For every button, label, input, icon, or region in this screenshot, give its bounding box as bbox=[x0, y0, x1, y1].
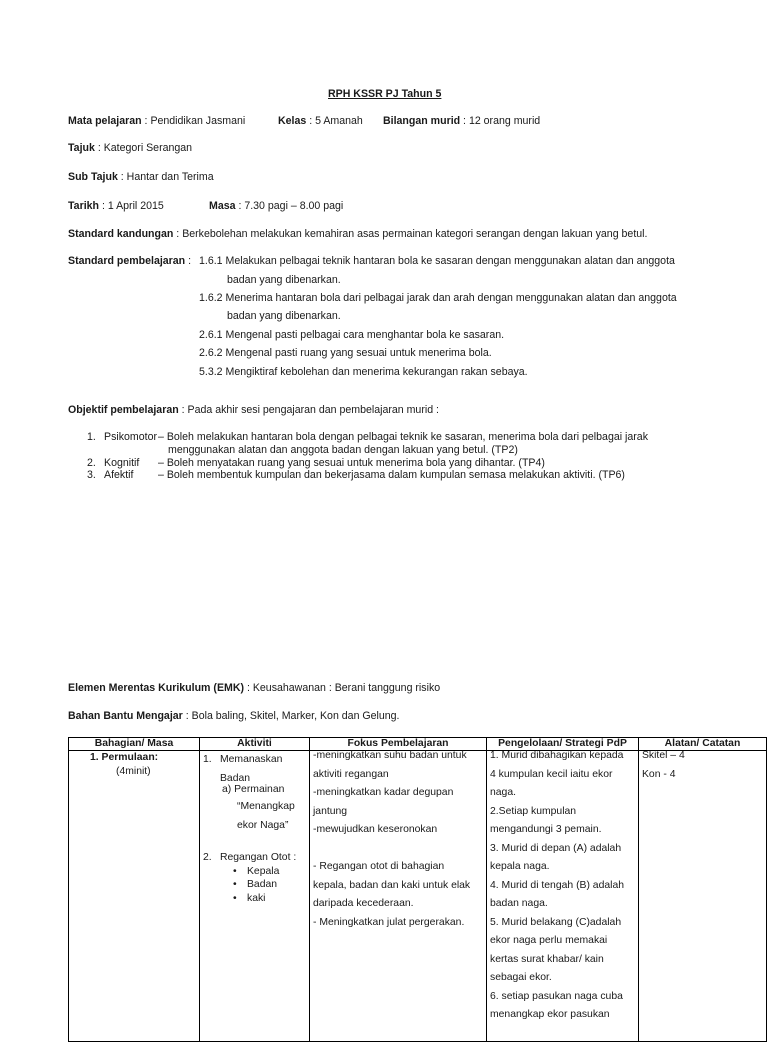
fokus-line: daripada kecederaan. bbox=[313, 898, 414, 909]
aktiviti-line: Memanaskan bbox=[220, 754, 283, 765]
cell-strategi bbox=[487, 751, 639, 1042]
lesson-plan-table bbox=[68, 737, 767, 1042]
strategi-line: 2.Setiap kumpulan bbox=[490, 805, 577, 817]
fokus-line: aktiviti regangan bbox=[313, 768, 389, 780]
header-strategi: Pengelolaan/ Strategi PdP bbox=[487, 738, 639, 751]
standard-kandungan-value: : Berkebolehan melakukan kemahiran asas permainan kategori serangan dengan lakuan yang betul. bbox=[173, 228, 648, 240]
sub-tajuk-label: Sub Tajuk bbox=[68, 171, 118, 183]
fokus-line: jantung bbox=[313, 805, 348, 817]
sp-item: 2.6.1 Mengenal pasti pelbagai cara menghantar bola ke sasaran. bbox=[199, 329, 505, 341]
strategi-line: naga. bbox=[490, 787, 517, 798]
bbm-value: : Bola baling, Skitel, Marker, Kon dan Gelung. bbox=[182, 710, 400, 722]
table-row bbox=[69, 751, 767, 1042]
objektif-domain: Afektif bbox=[104, 469, 134, 481]
strategi-line: 6. setiap pasukan naga cuba bbox=[490, 990, 623, 1002]
strategi-line: ekor naga perlu memakai bbox=[490, 935, 608, 946]
mata-pelajaran-label: Mata pelajaran bbox=[68, 115, 142, 127]
mata-pelajaran-value: : Pendidikan Jasmani bbox=[141, 115, 246, 127]
bahagian-time: (4minit) bbox=[116, 765, 151, 777]
strategi-line: 3. Murid di depan (A) adalah bbox=[490, 842, 622, 854]
cell-bahagian bbox=[69, 751, 200, 1042]
standard-pembelajaran-colon: : bbox=[185, 255, 192, 267]
bullet-icon: • bbox=[233, 879, 237, 890]
tarikh-value: : 1 April 2015 bbox=[99, 200, 164, 212]
aktiviti-sub: “Menangkap bbox=[237, 801, 295, 812]
objektif-text: menggunakan alatan dan anggota badan dengan lakuan yang betul. (TP2) bbox=[168, 444, 518, 456]
objektif-text: – Boleh melakukan hantaran bola dengan pelbagai teknik ke sasaran, menerima bola dari pelbagai jarak bbox=[158, 431, 648, 443]
aktiviti-num: 2. bbox=[203, 852, 212, 863]
masa bbox=[209, 200, 343, 213]
bilangan-murid-label: Bilangan murid bbox=[383, 115, 461, 127]
fokus-line: kepala, badan dan kaki untuk elak bbox=[313, 879, 471, 891]
bilangan-murid-value: : 12 orang murid bbox=[460, 115, 541, 127]
standard-pembelajaran bbox=[68, 255, 191, 268]
masa-value: : 7.30 pagi – 8.00 pagi bbox=[235, 200, 344, 212]
bahagian-title: 1. Permulaan: bbox=[90, 752, 159, 763]
bullet-icon: • bbox=[233, 892, 237, 904]
tajuk-label: Tajuk bbox=[68, 142, 95, 154]
mata-pelajaran bbox=[68, 115, 245, 128]
fokus-line bbox=[313, 840, 483, 859]
strategi-line: 4 kumpulan kecil iaitu ekor bbox=[490, 768, 613, 780]
strategi-line: 4. Murid di tengah (B) adalah bbox=[490, 879, 625, 891]
header-alatan: Alatan/ Catatan bbox=[639, 738, 767, 751]
sp-item: 1.6.1 Melakukan pelbagai teknik hantaran bola ke sasaran dengan menggunakan alatan dan anggota bbox=[199, 255, 675, 267]
objektif-value: : Pada akhir sesi pengajaran dan pembelajaran murid : bbox=[178, 404, 439, 416]
fokus-line: -meningkatkan kadar degupan bbox=[313, 787, 454, 798]
kelas-label: Kelas bbox=[278, 115, 307, 127]
objektif-num: 1. bbox=[87, 431, 96, 443]
kelas-value: : 5 Amanah bbox=[306, 115, 363, 127]
standard-pembelajaran-label: Standard pembelajaran bbox=[68, 255, 186, 267]
aktiviti-sub: a) Permainan bbox=[222, 784, 285, 795]
strategi-line: badan naga. bbox=[490, 898, 548, 909]
objektif-domain: Kognitif bbox=[104, 457, 140, 469]
strategi-line: mengandungi 3 pemain. bbox=[490, 824, 602, 835]
sp-item: 1.6.2 Menerima hantaran bola dari pelbagai jarak dan arah dengan menggunakan alatan dan anggota bbox=[199, 292, 677, 304]
aktiviti-bullet: • kaki bbox=[233, 892, 266, 904]
bahan-bantu-mengajar bbox=[68, 710, 400, 723]
fokus-line: - Regangan otot di bahagian bbox=[313, 861, 445, 872]
sub-tajuk bbox=[68, 171, 214, 184]
aktiviti-line: Badan bbox=[220, 772, 251, 784]
emk bbox=[68, 682, 440, 695]
aktiviti-num: 1. bbox=[203, 754, 212, 765]
alatan-line: Skitel – 4 bbox=[642, 750, 685, 761]
bbm-label: Bahan Bantu Mengajar bbox=[68, 710, 183, 722]
tajuk bbox=[68, 142, 192, 155]
fokus-line: -mewujudkan keseronokan bbox=[313, 824, 438, 835]
cell-alatan bbox=[639, 751, 767, 1042]
strategi-line: 5. Murid belakang (C)adalah bbox=[490, 916, 622, 928]
emk-value: : Keusahawanan : Berani tanggung risiko bbox=[244, 682, 441, 694]
standard-kandungan bbox=[68, 228, 647, 241]
strategi-line: 1. Murid dibahagikan kepada bbox=[490, 750, 624, 761]
strategi-line: menangkap ekor pasukan bbox=[490, 1009, 610, 1020]
objektif-pembelajaran bbox=[68, 404, 439, 417]
aktiviti-bullet: • Badan bbox=[233, 879, 278, 890]
cell-aktiviti bbox=[200, 751, 310, 1042]
tarikh-label: Tarikh bbox=[68, 200, 100, 212]
kelas bbox=[278, 115, 363, 128]
fokus-line: - Meningkatkan julat pergerakan. bbox=[313, 916, 465, 928]
sp-item: 5.3.2 Mengiktiraf kebolehan dan menerima kekurangan rakan sebaya. bbox=[199, 366, 528, 378]
aktiviti-sub: ekor Naga” bbox=[237, 819, 289, 831]
sp-item: 2.6.2 Mengenal pasti ruang yang sesuai untuk menerima bola. bbox=[199, 347, 492, 359]
objektif-label: Objektif pembelajaran bbox=[68, 404, 179, 416]
strategi-line: sebagai ekor. bbox=[490, 972, 552, 983]
header-fokus: Fokus Pembelajaran bbox=[310, 738, 487, 751]
tarikh bbox=[68, 200, 164, 213]
fokus-line: -meningkatkan suhu badan untuk bbox=[313, 750, 467, 761]
aktiviti-line: Regangan Otot : bbox=[220, 852, 297, 863]
objektif-text: – Boleh menyatakan ruang yang sesuai untuk menerima bola yang dihantar. (TP4) bbox=[158, 457, 545, 469]
objektif-domain: Psikomotor bbox=[104, 431, 157, 443]
bilangan-murid bbox=[383, 115, 540, 128]
aktiviti-bullet: • Kepala bbox=[233, 865, 280, 877]
tajuk-value: : Kategori Serangan bbox=[94, 142, 193, 154]
header-bahagian: Bahagian/ Masa bbox=[69, 738, 200, 751]
bullet-icon: • bbox=[233, 865, 237, 877]
cell-fokus bbox=[310, 751, 487, 1042]
alatan-line: Kon - 4 bbox=[642, 768, 676, 780]
strategi-line: kertas surat khabar/ kain bbox=[490, 953, 604, 965]
sp-item: badan yang dibenarkan. bbox=[227, 274, 341, 286]
objektif-num: 2. bbox=[87, 457, 96, 469]
standard-kandungan-label: Standard kandungan bbox=[68, 228, 174, 240]
objektif-num: 3. bbox=[87, 469, 96, 481]
masa-label: Masa bbox=[209, 200, 236, 212]
objektif-text: – Boleh membentuk kumpulan dan bekerjasama dalam kumpulan semasa melakukan aktiviti. (TP6) bbox=[158, 469, 625, 481]
page-title: RPH KSSR PJ Tahun 5 bbox=[328, 88, 442, 100]
strategi-line: kepala naga. bbox=[490, 861, 550, 872]
emk-label: Elemen Merentas Kurikulum (EMK) bbox=[68, 682, 245, 694]
sp-item: badan yang dibenarkan. bbox=[227, 310, 341, 322]
header-aktiviti: Aktiviti bbox=[200, 738, 310, 751]
sub-tajuk-value: : Hantar dan Terima bbox=[117, 171, 214, 183]
